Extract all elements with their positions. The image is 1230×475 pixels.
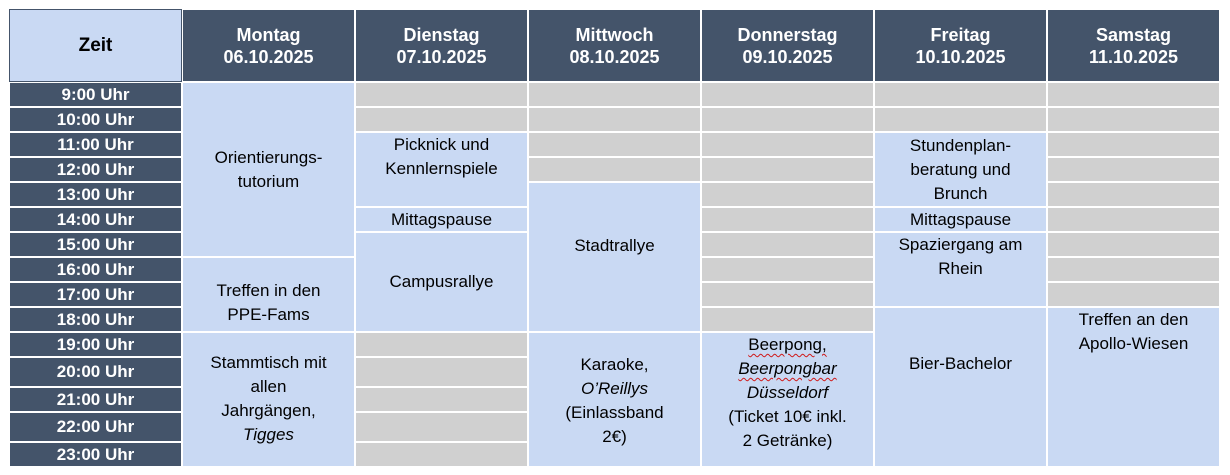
day-name: Montag: [236, 24, 301, 45]
free-slot: [701, 207, 874, 232]
event-line: Picknick und: [393, 135, 490, 154]
time-label: 16:00 Uhr: [9, 257, 182, 282]
free-slot: [1047, 282, 1220, 307]
free-slot: [355, 82, 528, 107]
free-slot: [701, 82, 874, 107]
event-line: Rhein: [938, 259, 983, 278]
event-spaziergang: [874, 232, 1047, 307]
event-line: Karaoke,: [580, 355, 649, 374]
event-line: Brunch: [933, 183, 988, 203]
time-label: 9:00 Uhr: [9, 82, 182, 107]
free-slot: [701, 232, 874, 257]
free-slot: [1047, 82, 1220, 107]
event-line: Apollo-Wiesen: [1078, 334, 1189, 353]
free-slot: [1047, 232, 1220, 257]
event-line: beratung und: [910, 159, 1011, 179]
free-slot: [355, 442, 528, 467]
free-slot: [355, 412, 528, 442]
day-date: 11.10.2025: [1088, 46, 1179, 67]
time-label: 15:00 Uhr: [9, 232, 182, 257]
event-stadtrallye: [528, 182, 701, 332]
event-campusrallye: [355, 232, 528, 332]
time-label: 10:00 Uhr: [9, 107, 182, 132]
event-karaoke: [528, 332, 701, 467]
free-slot: [355, 107, 528, 132]
time-label: 22:00 Uhr: [9, 412, 182, 442]
day-date: 07.10.2025: [396, 46, 487, 67]
time-label: 23:00 Uhr: [9, 442, 182, 467]
event-line: Jahrgängen,: [221, 401, 316, 420]
free-slot: [528, 107, 701, 132]
event-line: allen: [250, 377, 287, 396]
free-slot: [1047, 132, 1220, 157]
event-line: Stammtisch mit: [210, 353, 327, 372]
time-label: 20:00 Uhr: [9, 357, 182, 387]
time-label: 11:00 Uhr: [9, 132, 182, 157]
event-line: Spaziergang am: [898, 235, 1023, 254]
free-slot: [528, 157, 701, 182]
free-slot: [701, 257, 874, 282]
free-slot: [701, 157, 874, 182]
header-day-friday: [874, 9, 1047, 82]
free-slot: [701, 107, 874, 132]
free-slot: [701, 132, 874, 157]
free-slot: [701, 307, 874, 332]
header-zeit: [9, 9, 182, 82]
free-slot: [355, 332, 528, 357]
free-slot: [528, 82, 701, 107]
event-line: Orientierungs-: [214, 147, 323, 167]
header-day-wednesday: [528, 9, 701, 82]
time-label: 18:00 Uhr: [9, 307, 182, 332]
free-slot: [701, 182, 874, 207]
event-stundenplanberatung: [874, 132, 1047, 207]
header-day-monday: [182, 9, 355, 82]
event-line: Campusrallye: [389, 272, 494, 291]
free-slot: [1047, 157, 1220, 182]
event-bier-bachelor: [874, 307, 1047, 467]
header-day-thursday: [701, 9, 874, 82]
event-line: Treffen an den: [1078, 310, 1189, 329]
day-date: 06.10.2025: [223, 46, 314, 67]
event-line: (Einlassband: [565, 403, 664, 422]
event-line: Stundenplan-: [909, 135, 1012, 155]
day-date: 08.10.2025: [569, 46, 660, 67]
free-slot: [874, 82, 1047, 107]
free-slot: [355, 387, 528, 412]
event-line: O’Reillys: [580, 379, 649, 398]
time-label: 21:00 Uhr: [9, 387, 182, 412]
header-day-saturday: [1047, 9, 1220, 82]
day-date: 09.10.2025: [742, 46, 833, 67]
free-slot: [1047, 107, 1220, 132]
event-treffen-ppe-fams: [182, 257, 355, 332]
event-mittagspause: [874, 207, 1047, 232]
header-day-tuesday: [355, 9, 528, 82]
day-name: Freitag: [930, 24, 991, 45]
event-line: PPE-Fams: [227, 305, 310, 324]
event-line: Kennlernspiele: [385, 159, 498, 178]
event-orientierungstutorium: [182, 82, 355, 257]
event-picknick: [355, 132, 528, 207]
event-line: tutorium: [237, 171, 300, 191]
day-date: 10.10.2025: [915, 46, 1006, 67]
event-line: 2 Getränke): [742, 431, 833, 450]
event-line: 2€): [602, 427, 627, 446]
event-line: Mittagspause: [390, 209, 493, 229]
time-label: 13:00 Uhr: [9, 182, 182, 207]
free-slot: [1047, 257, 1220, 282]
free-slot: [1047, 207, 1220, 232]
event-apollo-wiesen: [1047, 307, 1220, 467]
event-line: (Ticket 10€ inkl.: [728, 407, 847, 426]
event-line: Beerpongbar: [738, 359, 837, 378]
time-label: 12:00 Uhr: [9, 157, 182, 182]
event-line: Mittagspause: [909, 209, 1012, 229]
event-line: Stadtrallye: [574, 236, 655, 255]
event-line: Bier-Bachelor: [909, 354, 1012, 373]
header-zeit-label: Zeit: [78, 34, 113, 56]
day-name: Mittwoch: [575, 24, 654, 45]
time-label: 19:00 Uhr: [9, 332, 182, 357]
free-slot: [1047, 182, 1220, 207]
day-name: Donnerstag: [737, 24, 838, 45]
day-name: Samstag: [1095, 24, 1172, 45]
time-label: 14:00 Uhr: [9, 207, 182, 232]
event-line: Tigges: [243, 425, 294, 444]
event-beerpong: [701, 332, 874, 467]
free-slot: [874, 107, 1047, 132]
event-line: Düsseldorf: [746, 383, 829, 402]
event-mittagspause: [355, 207, 528, 232]
free-slot: [701, 282, 874, 307]
event-stammtisch: [182, 332, 355, 467]
event-line: Beerpong,: [748, 335, 827, 354]
free-slot: [528, 132, 701, 157]
free-slot: [355, 357, 528, 387]
event-line: Treffen in den: [216, 281, 321, 300]
day-name: Dienstag: [403, 24, 480, 45]
time-label: 17:00 Uhr: [9, 282, 182, 307]
